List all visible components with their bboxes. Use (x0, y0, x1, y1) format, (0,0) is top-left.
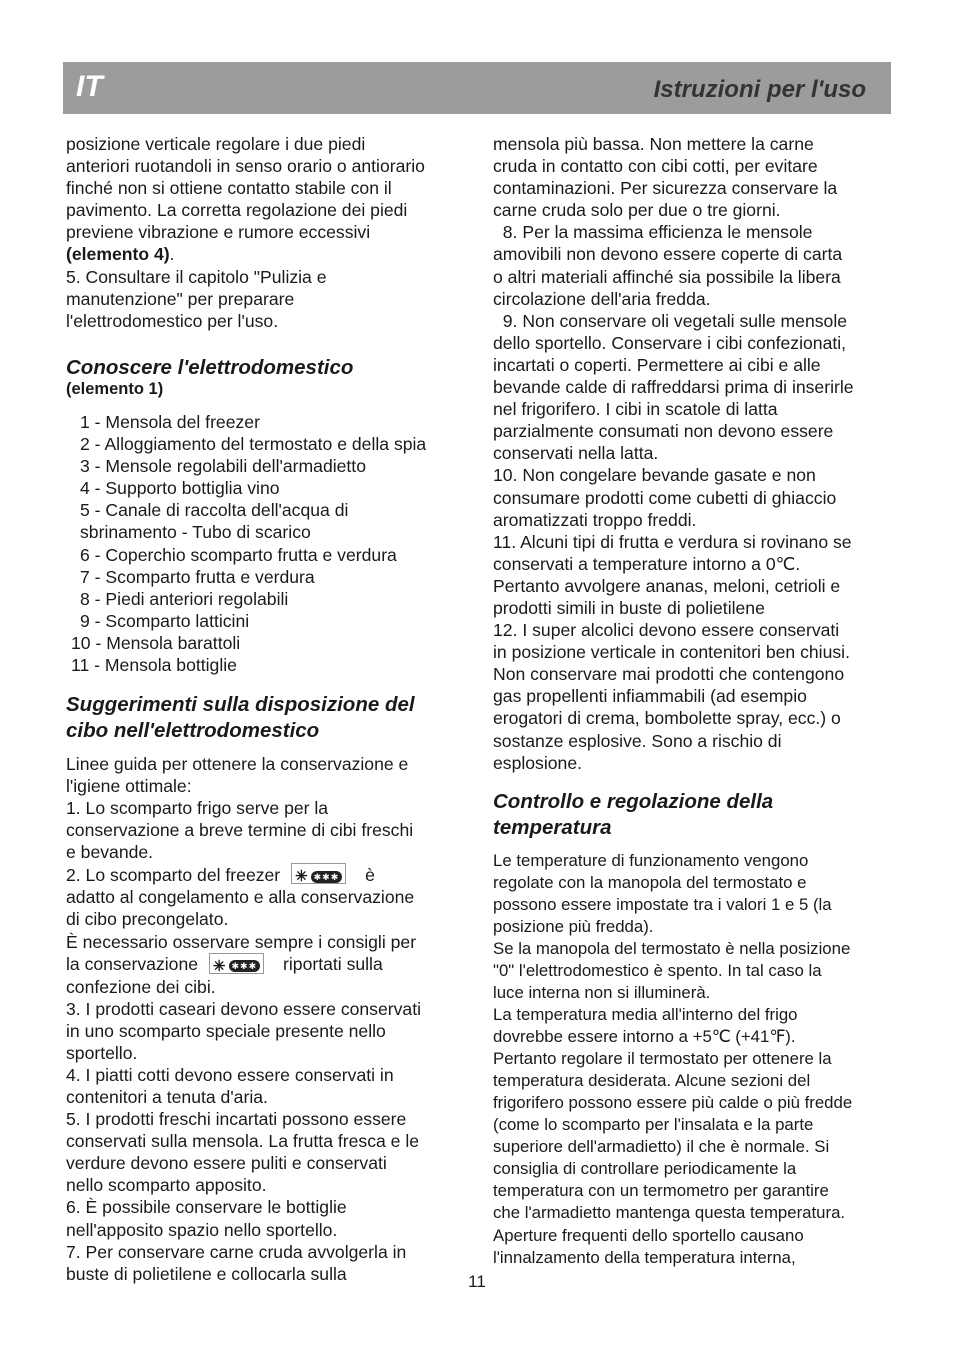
freezer-star-icon (209, 953, 264, 974)
text-line: l'innalzamento della temperatura interna, (493, 1247, 796, 1267)
text-span: la conservazione (66, 953, 199, 974)
heading-line: temperatura (493, 815, 612, 839)
text-line: nell'apposito spazio nello sportello. (66, 1219, 338, 1240)
parts-list (66, 411, 466, 676)
temperature-paragraph (493, 850, 893, 1269)
text-line: e bevande. (66, 842, 154, 863)
list-item: 10 - Mensola barattoli (71, 632, 241, 653)
text-line: adatto al congelamento e alla conservazione (66, 887, 415, 908)
text-line: gas propellenti infiammabili (ad esempio (493, 686, 807, 707)
snowflake-glyph: ✳ (212, 957, 226, 975)
text-line: incartati o coperti. Permettere ai cibi e alle (493, 354, 821, 375)
text-line: carne cruda solo per due o tre giorni. (493, 200, 781, 221)
text-line: dovrebbe essere intorno a +5℃ (+41℉). (493, 1027, 796, 1047)
text-line: dello sportello. Conservare i cibi confezionati, (493, 332, 847, 353)
list-item: sbrinamento - Tubo di scarico (80, 522, 311, 543)
text-line: regolate con la manopola del termostato e (493, 872, 807, 892)
text-line: pavimento. La corretta regolazione dei piedi (66, 200, 408, 221)
text-line: bevande calde di raffreddarsi prima di inserirle (493, 377, 854, 398)
text-line: frigorifero possono essere più calde o più fredde (493, 1093, 853, 1113)
freezer-star-icon (291, 863, 346, 884)
text-line: posizione verticale regolare i due piedi (66, 134, 366, 154)
document-title: Istruzioni per l'uso (653, 76, 866, 103)
text-line: amovibili non devono essere coperte di carta (493, 244, 843, 265)
text-line: temperatura desiderata. Alcune sezioni del (493, 1071, 811, 1091)
text-span: riportati sulla (283, 953, 383, 974)
text-line: Linee guida per ottenere la conservazione e (66, 754, 409, 775)
text-line: prodotti simili in buste di polietilene (493, 597, 765, 618)
section-heading-controllo (493, 789, 893, 841)
text-line: Pertanto regolare il termostato per ottenere la (493, 1049, 832, 1069)
text-line: 6. È possibile conservare le bottiglie (66, 1197, 347, 1218)
text-line: conservati nella latta. (493, 443, 659, 464)
text-line: parzialmente consumati non devono essere (493, 421, 834, 442)
text-line: superiore dell'armadietto) il che è normale. Si (493, 1137, 830, 1157)
text-line: 7. Per conservare carne cruda avvolgerla in (66, 1241, 407, 1262)
text-line: o altri materiali affinché sia possibile la libera (493, 266, 841, 287)
section-heading-conoscere: Conoscere l'elettrodomestico (66, 355, 354, 379)
text-line: conservati sulla mensola. La frutta fresca e le (66, 1131, 420, 1152)
text-line: conservati a temperature intorno a 0℃. (493, 553, 801, 574)
text-line: in uno scomparto speciale presente nello (66, 1020, 386, 1041)
text-line: nel frigorifero. I cibi in scatole di latta (493, 399, 778, 420)
text-line: 1. Lo scomparto frigo serve per la (66, 798, 329, 819)
section-heading-suggerimenti (66, 692, 466, 744)
list-item: 6 - Coperchio scomparto frutta e verdura (80, 544, 397, 565)
list-item: 1 - Mensola del freezer (80, 411, 260, 432)
list-item: 11 - Mensola bottiglie (71, 654, 237, 675)
text-line: che l'armadietto mantenga questa temperatura. (493, 1203, 846, 1223)
text-line: Se la manopola del termostato è nella posizione (493, 938, 851, 958)
text-line: 9. Non conservare oli vegetali sulle mensole (493, 310, 848, 331)
text-line: Non conservare mai prodotti che contengono (493, 664, 845, 685)
text-span: è (365, 864, 375, 885)
text-line: esplosione. (493, 752, 583, 773)
text-line: in posizione verticale in contenitori ben chiusi. (493, 642, 850, 663)
text-line: confezione dei cibi. (66, 976, 216, 997)
text-line: mensola più bassa. Non mettere la carne (493, 134, 814, 154)
left-column (66, 133, 466, 1285)
list-item: 2 - Alloggiamento del termostato e della spia (80, 434, 427, 455)
right-column (493, 133, 893, 1269)
text-line: erogatori di crema, bombolette spray, ecc.) o (493, 708, 841, 729)
element-reference: (elemento 4) (66, 244, 170, 265)
snowflake-glyph: ✳ (295, 868, 308, 886)
text-line: La temperatura media all'interno del frigo (493, 1005, 798, 1025)
text-line: anteriori ruotandoli in senso orario o antiorario (66, 156, 425, 177)
text-line: verdure devono essere puliti e conservati (66, 1153, 387, 1174)
list-item: 3 - Mensole regolabili dell'armadietto (80, 456, 366, 477)
text-line: luce interna non si illuminerà. (493, 983, 711, 1002)
text-line: manutenzione" per preparare (66, 288, 295, 309)
list-item: 4 - Supporto bottiglia vino (80, 478, 280, 499)
stars-glyph: ✱✱✱ (229, 960, 261, 972)
text-line: aromatizzati troppo freddi. (493, 509, 697, 530)
section-subheading: (elemento 1) (66, 379, 164, 398)
text-line: 12. I super alcolici devono essere conservati (493, 620, 840, 641)
page-header (63, 62, 891, 114)
text-line: Aperture frequenti dello sportello causano (493, 1225, 804, 1245)
text-line: Le temperature di funzionamento vengono (493, 850, 809, 870)
text-line: contenitori a tenuta d'aria. (66, 1086, 268, 1107)
text-line: 5. Consultare il capitolo "Pulizia e (66, 266, 327, 287)
text-line: nello scomparto apposito. (66, 1175, 267, 1196)
text-line: 5. I prodotti freschi incartati possono essere (66, 1109, 407, 1130)
text-line: contaminazioni. Per sicurezza conservare la (493, 178, 838, 199)
text-line: di cibo precongelato. (66, 909, 229, 930)
text-line: 10. Non congelare bevande gasate e non (493, 465, 816, 486)
text-line: 3. I prodotti caseari devono essere conservati (66, 998, 422, 1019)
language-code: IT (76, 70, 103, 103)
text-line: "0" l'elettrodomestico è spento. In tal caso la (493, 960, 822, 980)
text-line: finché non si ottiene contatto stabile con il (66, 178, 392, 199)
text-line: temperatura con un termometro per garantire (493, 1181, 829, 1201)
text-line: conservazione a breve termine di cibi freschi (66, 820, 414, 841)
tips-continued (493, 133, 893, 774)
list-item: 5 - Canale di raccolta dell'acqua di (80, 500, 349, 521)
list-item: 9 - Scomparto latticini (80, 610, 250, 631)
intro-paragraph (66, 133, 466, 332)
text-line: Pertanto avvolgere ananas, meloni, cetrioli e (493, 575, 841, 596)
text-line: posizione più fredda). (493, 916, 654, 936)
text-line: previene vibrazione e rumore eccessivi (66, 222, 371, 243)
text-line: 4. I piatti cotti devono essere conservati in (66, 1064, 394, 1085)
page-number: 11 (468, 1272, 486, 1291)
text-line: possono essere impostate tra i valori 1 e 5 (la (493, 894, 832, 914)
text-line: (come lo scomparto per l'insalata e la parte (493, 1115, 814, 1135)
text-span: . (169, 244, 175, 265)
text-line: sostanze esplosive. Sono a rischio di (493, 730, 782, 751)
heading-line: Controllo e regolazione della (493, 789, 774, 813)
text-line: l'igiene ottimale: (66, 776, 192, 797)
tips-paragraph (66, 753, 466, 1285)
text-line: cruda in contatto con cibi cotti, per evitare (493, 156, 818, 177)
text-line: sportello. (66, 1042, 138, 1063)
text-line: consumare prodotti come cubetti di ghiaccio (493, 487, 837, 508)
heading-line: Suggerimenti sulla disposizione del (66, 693, 415, 717)
text-line: circolazione dell'aria fredda. (493, 288, 711, 309)
text-line: consiglia di controllare periodicamente la (493, 1159, 797, 1179)
list-item: 7 - Scomparto frutta e verdura (80, 566, 315, 587)
heading-line: cibo nell'elettrodomestico (66, 719, 320, 743)
list-item: 8 - Piedi anteriori regolabili (80, 588, 289, 609)
text-line: 11. Alcuni tipi di frutta e verdura si rovinano se (493, 531, 852, 552)
text-line: l'elettrodomestico per l'uso. (66, 310, 279, 331)
text-line: 8. Per la massima efficienza le mensole (493, 222, 813, 243)
text-line: buste di polietilene e collocarla sulla (66, 1263, 347, 1284)
stars-glyph: ✱✱✱ (311, 871, 343, 883)
text-line: È necessario osservare sempre i consigli per (66, 931, 417, 952)
text-span: 2. Lo scomparto del freezer (66, 864, 281, 885)
